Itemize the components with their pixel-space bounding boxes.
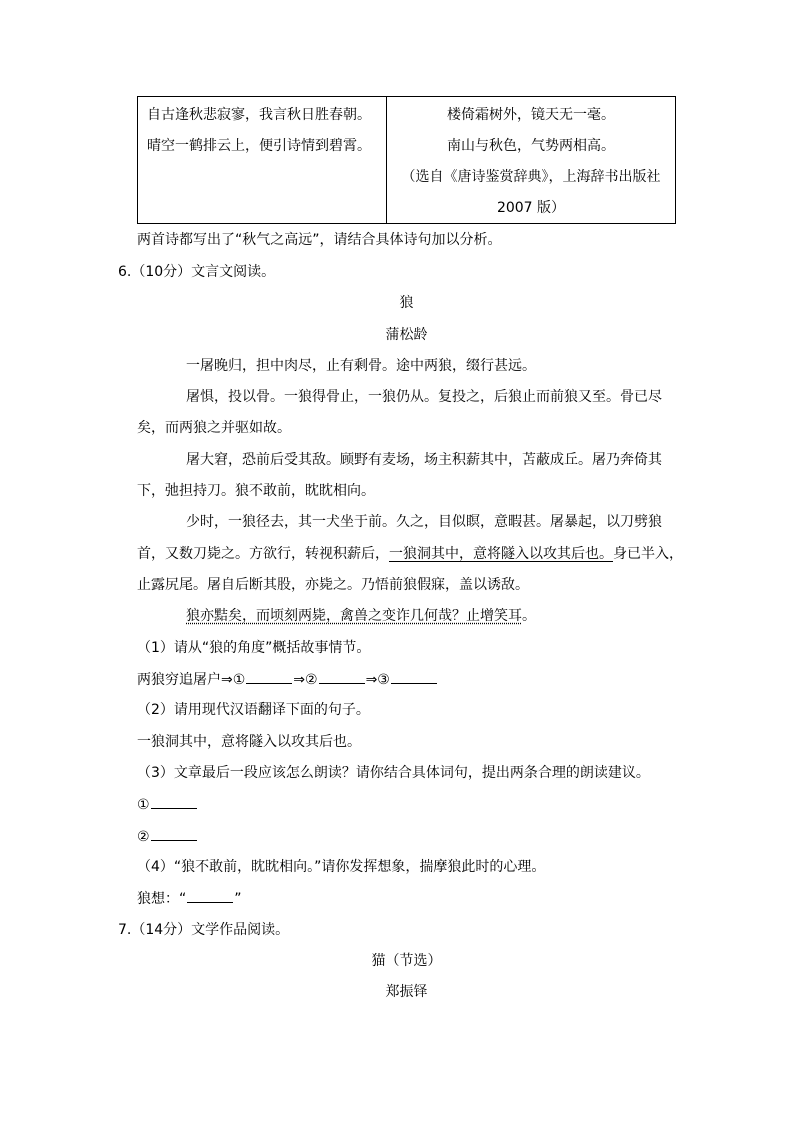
q7-author: 郑振铎 [385, 984, 428, 1000]
paragraph-line: 止露尻尾。屠自后断其股，亦毙之。乃悟前狼假寐，盖以诱敌。 [137, 577, 529, 593]
q5-prompt: 两首诗都写出了“秋气之高远”，请结合具体诗句加以分析。 [137, 232, 502, 248]
paragraph-line [186, 606, 536, 626]
answer-blank[interactable] [151, 794, 197, 809]
q7-header: 7.（14分）文学作品阅读。 [118, 922, 290, 938]
poem-table [137, 96, 676, 224]
wavy-underlined-sentence: 狼亦黠矣，而顷刻两毙，禽兽之变诈几何哉？止增笑耳 [186, 608, 522, 624]
q6-sub3-item [137, 826, 198, 847]
chain-start: 两狼穷追屠户⇒① [137, 672, 246, 688]
poem-source: （选自《唐诗鉴赏辞典》，上海辞书出版社 [401, 169, 661, 185]
q6-sub1-prompt: （1）请从“狼的角度”概括故事情节。 [137, 640, 371, 656]
poem-line: 晴空一鹤排云上，便引诗情到碧霄。 [147, 138, 371, 154]
q6-header: 6.（10分）文言文阅读。 [118, 264, 276, 280]
answer-prefix: 狼想：“ [137, 891, 187, 907]
paragraph-line: 一屠晚归，担中肉尽，止有剩骨。途中两狼，缀行甚远。 [186, 358, 536, 374]
answer-blank[interactable] [151, 826, 197, 841]
poem-cell-left [138, 97, 387, 223]
paragraph-text: 身已半入， [613, 546, 683, 562]
underlined-sentence: 一狼洞其中，意将隧入以攻其后也。 [389, 546, 613, 562]
q7-title: 猫（节选） [371, 953, 442, 969]
answer-blank[interactable] [187, 888, 233, 903]
paragraph-line: 矣，而两狼之并驱如故。 [137, 420, 291, 436]
paragraph-line: 屠大窘，恐前后受其敌。顾野有麦场，场主积薪其中，苫蔽成丘。屠乃奔倚其 [186, 452, 662, 468]
answer-blank-1[interactable] [246, 669, 292, 684]
paragraph-line: 屠惧，投以骨。一狼得骨止，一狼仍从。复投之，后狼止而前狼又至。骨已尽 [186, 389, 662, 405]
q6-sub4-prompt: （4）“狼不敢前，眈眈相向。”请你发挥想象，揣摩狼此时的心理。 [137, 859, 546, 875]
poem-line: 楼倚霜树外，镜天无一毫。 [447, 107, 615, 123]
q6-sub2-prompt: （2）请用现代汉语翻译下面的句子。 [137, 702, 370, 718]
answer-blank-3[interactable] [391, 669, 437, 684]
q6-sub1-chain [137, 669, 438, 690]
q6-sub2-sentence: 一狼洞其中，意将隧入以攻其后也。 [137, 734, 361, 750]
poem-line: 自古逢秋悲寂寥，我言秋日胜春朝。 [147, 107, 371, 123]
paragraph-text: 首，又数刀毙之。方欲行，转视积薪后， [137, 546, 389, 562]
poem-cell-right [387, 97, 675, 223]
paragraph-line: 下，弛担持刀。狼不敢前，眈眈相向。 [137, 483, 375, 499]
paragraph-line [137, 544, 683, 564]
chain-arrow: ⇒② [293, 672, 318, 688]
q6-sub3-prompt: （3）文章最后一段应该怎么朗读？请你结合具体词句，提出两条合理的朗读建议。 [137, 765, 650, 781]
poem-line: 南山与秋色，气势两相高。 [447, 138, 615, 154]
paragraph-text: 。 [522, 608, 536, 624]
q6-title: 狼 [399, 295, 414, 311]
q6-author: 蒲松龄 [385, 327, 428, 343]
chain-arrow: ⇒③ [365, 672, 390, 688]
answer-blank-2[interactable] [319, 669, 365, 684]
q6-sub4-answer [137, 888, 242, 909]
item-marker: ① [137, 797, 150, 813]
q6-sub3-item [137, 794, 198, 815]
item-marker: ② [137, 829, 150, 845]
answer-suffix: ” [234, 891, 242, 907]
paragraph-line: 少时，一狼径去，其一犬坐于前。久之，目似瞑，意暇甚。屠暴起，以刀劈狼 [186, 514, 662, 530]
poem-source-year: 2007 版） [496, 200, 566, 216]
